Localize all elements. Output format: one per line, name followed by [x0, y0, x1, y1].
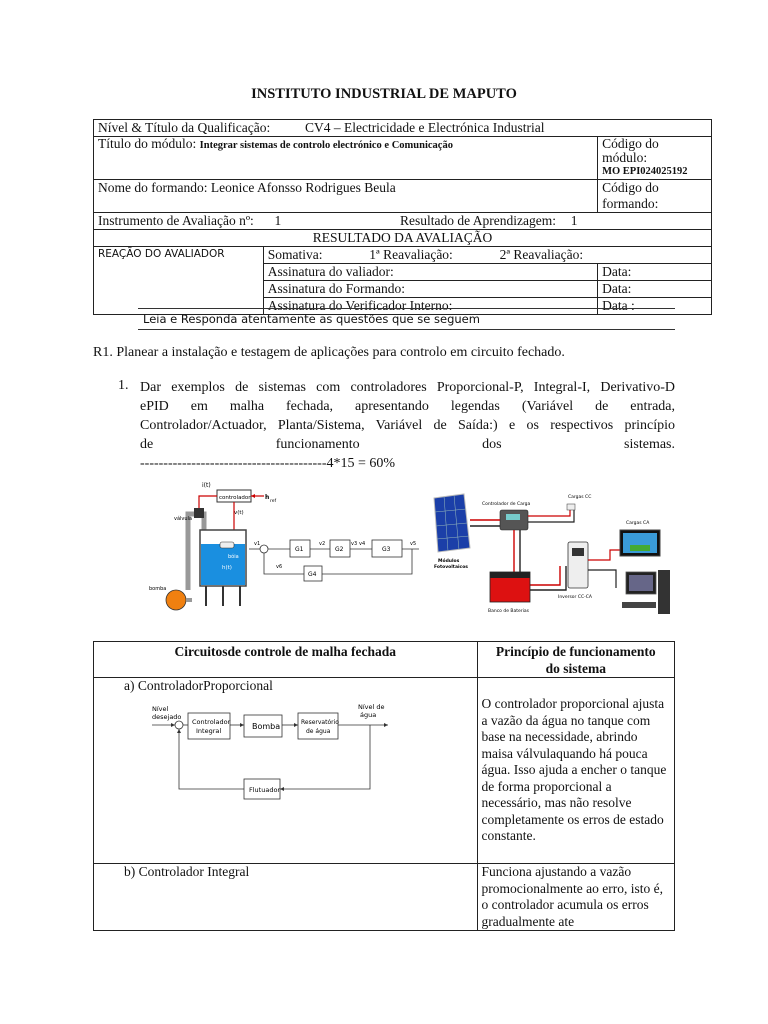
sum-junction-icon — [260, 545, 268, 553]
dc-lamp-icon — [567, 504, 575, 510]
col2-header — [477, 642, 674, 678]
row-a-cell — [94, 678, 478, 864]
question-line-5: ----------------------------------------4*15 = 60% — [140, 456, 396, 471]
institute-title: INSTITUTO INDUSTRIAL DE MAPUTO — [251, 86, 517, 102]
question-number: 1. — [118, 378, 129, 393]
ac-loads-label: Cargas CA — [626, 521, 650, 526]
reservoir-label-2: de água — [306, 727, 331, 735]
evaluator-reaction: REAÇÃO DO AVALIADOR — [94, 247, 264, 315]
dc-loads-label: Cargas CC — [568, 495, 592, 500]
v5-label: v5 — [410, 541, 417, 547]
internal-verifier-signature: Assinatura do Verificador Interno: — [263, 298, 597, 315]
trainee-code-cell: Código do formando: — [598, 180, 712, 213]
summing-junction-icon — [175, 721, 183, 729]
col2-header-line2: do sistema — [545, 660, 606, 676]
trainee-name-value: Leonice Afonsso Rodrigues Beula — [210, 180, 396, 195]
integral-controller-block — [188, 713, 230, 739]
pump-label: bomba — [149, 586, 167, 592]
v6-label: v6 — [276, 564, 283, 570]
reservoir-label-1: Reservatório — [301, 718, 339, 726]
row-b-description: Funciona ajustando a vazão promocionalmente ao erro, isto é, o controlador acumula os erros gradualmente ate — [477, 864, 674, 931]
trainee-signature: Assinatura do Formando: — [263, 281, 597, 298]
question-line-2: ePID em malha fechada, apresentando legendas (Variável de entrada, — [140, 399, 675, 414]
g3-label: G3 — [382, 546, 391, 553]
somativa-label: Somativa: — [267, 247, 323, 262]
href-label: h — [265, 494, 270, 501]
float-block-label: Flutuador — [249, 785, 281, 794]
module-code-cell — [598, 137, 712, 180]
reevaluation-2-label: 2ª Reavaliação: — [499, 247, 584, 262]
pump-block-label: Bomba — [252, 721, 281, 731]
module-title-value: Integrar sistemas de controlo electrónico e Comunicação — [199, 140, 453, 151]
outcome-label: Resultado de Aprendizagem: — [400, 213, 556, 228]
photovoltaic-label: Fotovoltaicos — [434, 565, 468, 570]
reevaluation-1-label: 1ª Reavaliação: — [369, 247, 453, 262]
g2-label: G2 — [335, 546, 344, 553]
battery-bank-label: Banco de Baterias — [488, 609, 529, 614]
valve-label: válvula — [174, 516, 192, 522]
question-line-3: Controlador/Actuador, Planta/Sistema, Variável de Saída:) e os respectivos princípio — [140, 418, 675, 433]
controller-block-label-1: Controlador — [192, 717, 231, 726]
instrument-label: Instrumento de Avaliação nº: — [98, 213, 254, 228]
qualification-cell — [94, 120, 712, 137]
outcome-value: 1 — [570, 213, 578, 228]
v3-label: v3 — [351, 541, 358, 547]
proportional-block-diagram — [148, 703, 398, 803]
keyboard-icon — [622, 602, 656, 608]
qualification-label: Nível & Título da Qualificação: — [98, 120, 271, 135]
question-line-4 — [140, 435, 675, 454]
it-label: i(t) — [202, 482, 211, 489]
module-code-label: Código do módulo: — [602, 136, 659, 165]
controller-label: controlador — [219, 495, 251, 501]
float-icon — [220, 542, 234, 548]
row-a-description: O controlador proporcional ajusta a vazão da água no tanque com base na necessidade, abrindo maisa válvulaquando há pouca água. Isso ajuda a encher o tanque de forma proporcional a necessário, mas não resolve completamente os erros de estado constante. — [477, 678, 674, 864]
answers-table — [93, 641, 675, 931]
instructions-text: Leia e Responda atentamente as questões que se seguem — [143, 312, 480, 326]
row-b-cell — [94, 864, 478, 931]
trainee-name-label: Nome do formando: — [98, 180, 208, 195]
inverter-label: Inversor CC-CA — [558, 595, 592, 600]
col2-header-line1: Princípio de funcionamento — [495, 644, 656, 659]
solar-system-figure — [430, 490, 674, 622]
reevaluation-cell — [263, 247, 711, 264]
ref-subscript: ref — [270, 499, 277, 504]
v4-label: v4 — [359, 541, 366, 547]
float-label: bóia — [228, 554, 239, 560]
vt-label: v(t) — [234, 510, 244, 516]
divider-top — [138, 308, 675, 309]
module-title-cell — [94, 137, 598, 180]
row-b-label: b) Controlador Integral — [124, 864, 250, 879]
pump-icon — [166, 590, 186, 610]
question-text — [140, 378, 675, 473]
row-a-label: a) ControladorProporcional — [124, 678, 273, 693]
computer-tower-icon — [658, 570, 670, 614]
module-code-value: MO EPI024025192 — [602, 166, 688, 177]
valve-icon — [194, 508, 204, 518]
module-title-label: Título do módulo: — [98, 136, 197, 151]
question-line-4-text: de funcionamento dos sistemas. — [140, 437, 675, 452]
g4-label: G4 — [308, 571, 317, 578]
validator-signature: Assinatura do valiador: — [263, 264, 597, 281]
trainee-name-cell — [94, 180, 598, 213]
divider-bottom — [138, 329, 675, 330]
controller-block-label-2: Integral — [196, 726, 222, 735]
learning-outcome-r1: R1. Planear a instalação e testagem de aplicações para controlo em circuito fechado. — [93, 345, 565, 360]
col1-header: Circuitosde controle de malha fechada — [94, 642, 478, 678]
charge-controller-label: Controlador de Carga — [482, 502, 531, 507]
date-field-2: Data: — [598, 281, 712, 298]
water-level-label-1: Nível de — [358, 702, 385, 711]
qualification-value: CV4 – Electricidade e Electrónica Industrial — [304, 120, 545, 135]
g1-label: G1 — [295, 546, 304, 553]
date-field-3: Data : — [598, 298, 712, 315]
instrument-cell — [94, 213, 712, 230]
ht-label: h(t) — [222, 565, 232, 571]
water-level-label-2: água — [360, 710, 377, 719]
tank-control-figure — [144, 472, 424, 620]
v1-label: v1 — [254, 541, 261, 547]
result-heading: RESULTADO DA AVALIAÇÃO — [94, 230, 712, 247]
desired-level-label-2: desejado — [152, 712, 182, 721]
water-reservoir-block — [298, 713, 338, 739]
modules-label: Módulos — [438, 559, 460, 564]
v2-label: v2 — [319, 541, 326, 547]
instrument-value: 1 — [274, 213, 282, 228]
question-line-1: Dar exemplos de sistemas com controladores Proporcional-P, Integral-I, Derivativo-D — [140, 380, 675, 395]
desired-level-label-1: Nível — [152, 704, 169, 713]
date-field-1: Data: — [598, 264, 712, 281]
evaluation-form-table — [93, 119, 712, 315]
